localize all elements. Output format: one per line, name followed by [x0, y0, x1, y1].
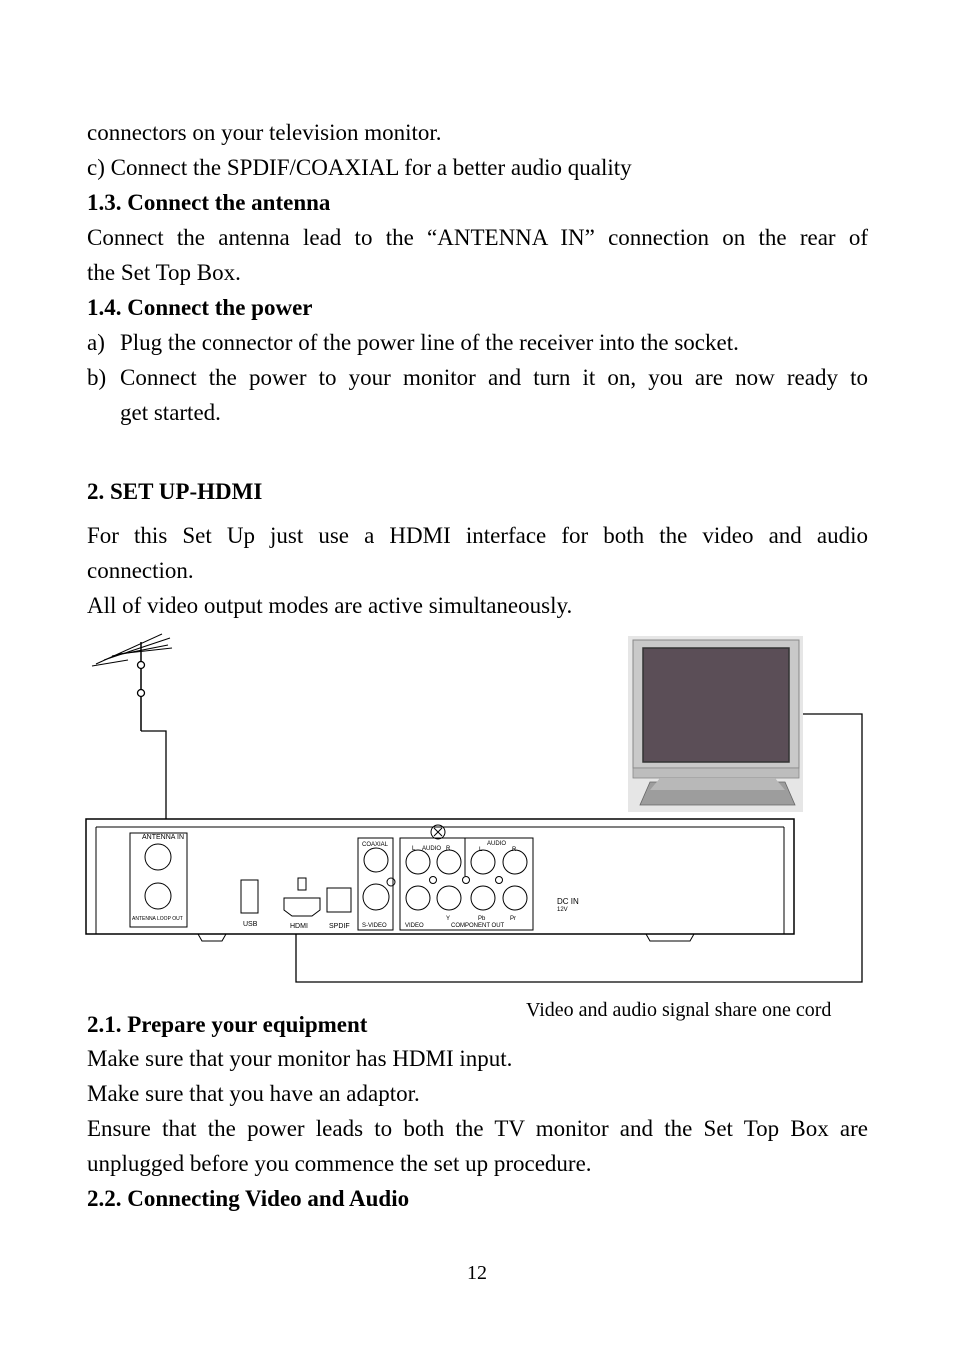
port-label-audio: AUDIO	[422, 846, 442, 852]
port-label-audio2-l: L	[479, 847, 483, 853]
list-item-b: Connect the power to your monitor and turn it on, you are now ready to	[120, 365, 868, 390]
port-label-y: Y	[446, 916, 451, 922]
port-label-audio-r: R	[446, 846, 451, 852]
paragraph-line: Make sure that your monitor has HDMI input.	[87, 1046, 513, 1071]
list-item-b-cont: get started.	[120, 400, 221, 425]
diagram-caption: Video and audio signal share one cord	[526, 999, 832, 1021]
port-label-usb: USB	[243, 921, 258, 928]
port-label-pr: Pr	[510, 916, 516, 922]
list-marker-b: b)	[87, 365, 107, 390]
section-heading-1-4: 1.4. Connect the power	[87, 295, 313, 320]
section-heading-2-2: 2.2. Connecting Video and Audio	[87, 1186, 410, 1211]
paragraph-line: unplugged before you commence the set up procedure.	[87, 1151, 592, 1176]
port-label-audio-l: L	[412, 846, 416, 852]
paragraph-line: the Set Top Box.	[87, 260, 241, 285]
section-heading-2: 2. SET UP-HDMI	[87, 479, 263, 504]
list-marker-a: a)	[87, 330, 105, 355]
port-label-dc-volt: 12V	[557, 907, 568, 913]
paragraph-line: For this Set Up just use a HDMI interface for both the video and audio	[87, 523, 868, 548]
port-label-s-video: S-VIDEO	[362, 923, 387, 929]
port-label-hdmi: HDMI	[290, 923, 308, 930]
port-label-audio-2: AUDIO	[487, 841, 507, 847]
tv-monitor-icon	[628, 636, 803, 812]
port-label-spdif: SPDIF	[329, 923, 350, 930]
paragraph-line: c) Connect the SPDIF/COAXIAL for a better audio quality	[87, 155, 632, 180]
paragraph-line: connection.	[87, 558, 194, 583]
section-heading-1-3: 1.3. Connect the antenna	[87, 190, 331, 215]
port-label-pb: Pb	[478, 916, 486, 922]
page-number: 12	[467, 1262, 487, 1284]
section-heading-2-1: 2.1. Prepare your equipment	[87, 1012, 368, 1037]
port-label-component-out: COMPONENT OUT	[451, 923, 505, 929]
paragraph-line: Connect the antenna lead to the “ANTENNA IN” connection on the rear of	[87, 225, 868, 250]
port-label-antenna-loop-out: ANTENNA LOOP OUT	[132, 916, 183, 922]
set-top-box-rear-panel	[86, 819, 794, 941]
port-label-audio2-r: R	[512, 847, 517, 853]
paragraph-line: Ensure that the power leads to both the TV monitor and the Set Top Box are	[87, 1116, 868, 1141]
port-label-antenna-in: ANTENNA IN	[142, 834, 185, 841]
paragraph-line: Make sure that you have an adaptor.	[87, 1081, 420, 1106]
list-item-a: Plug the connector of the power line of the receiver into the socket.	[120, 330, 739, 355]
paragraph-line: All of video output modes are active simultaneously.	[87, 593, 573, 618]
port-label-coaxial: COAXIAL	[362, 842, 389, 848]
port-label-dc-in: DC IN	[557, 897, 579, 906]
port-label-video: VIDEO	[405, 923, 424, 929]
paragraph-line: connectors on your television monitor.	[87, 120, 442, 145]
antenna-icon	[92, 634, 172, 842]
